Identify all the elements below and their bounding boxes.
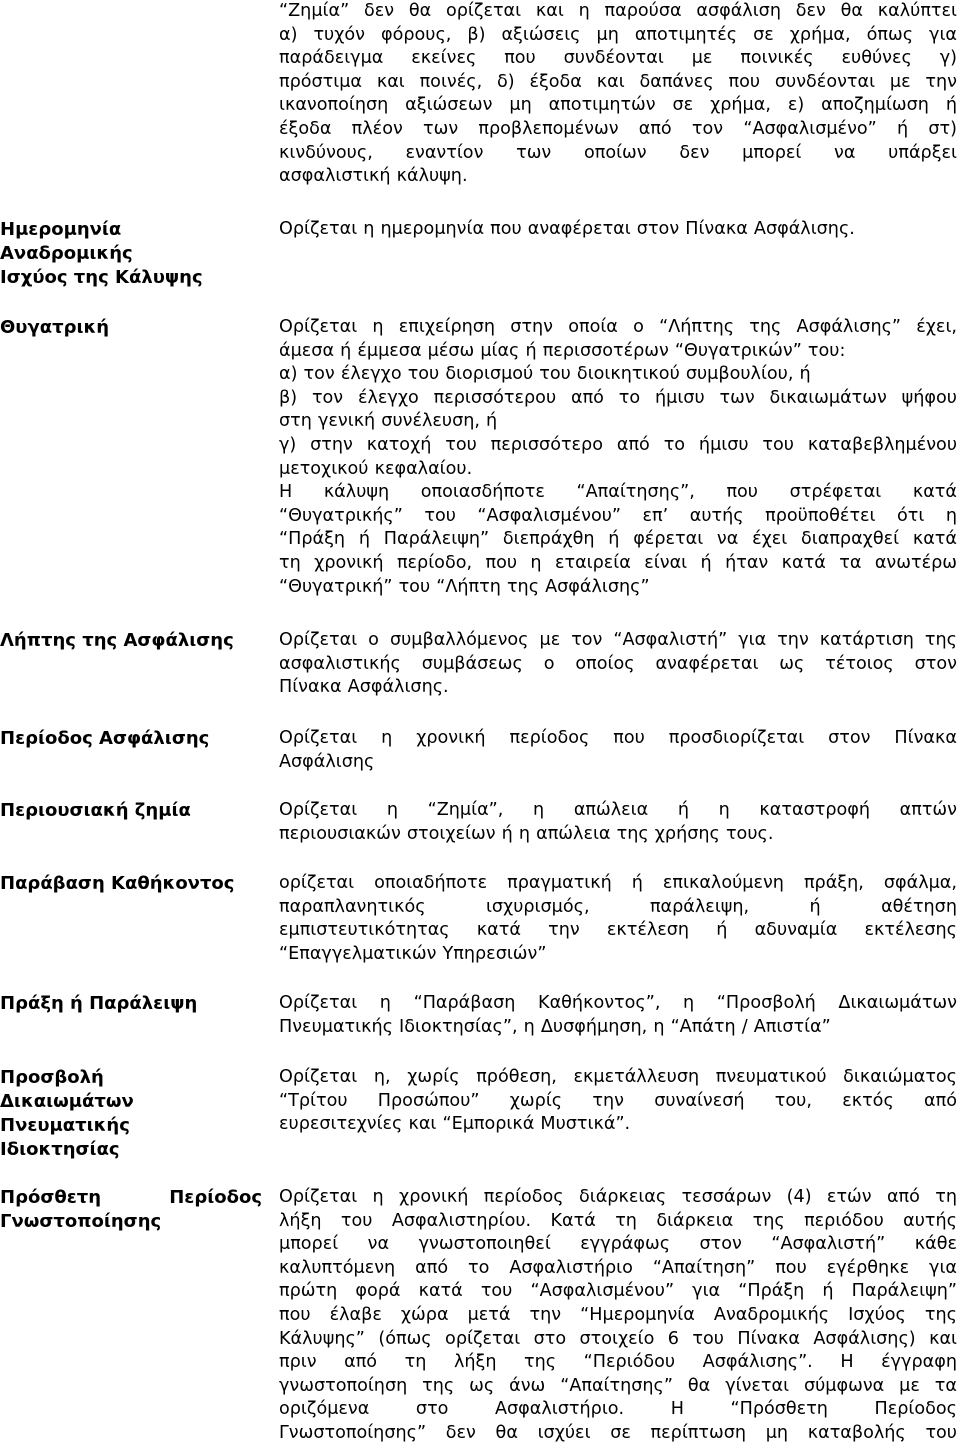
text-line: λήξη του Ασφαλιστηρίου. Κατά τη διάρκεια της περιόδου αυτής [279,1210,957,1231]
text-line: που έλαβε χώρα μετά την “Ημερομηνία Αναδρομικής Ισχύος της [279,1304,957,1325]
text-line: κινδύνους, εναντίον των οποίων δεν μπορεί να υπάρξει [279,142,957,163]
text-line: εμπιστευτικότητας κατά την εκτέλεση ή αδυναμία εκτέλεσης [279,920,957,941]
text-line: άμεσα ή έμμεσα μέσω μίας ή περισσοτέρων “Θυγατρικών” του: [279,340,846,361]
text-line: Ορίζεται η χρονική περίοδος που προσδιορίζεται στον Πίνακα [279,728,957,748]
term-line: Πράξη ή Παράλειψη [0,993,198,1014]
text-line: τη χρονική περίοδο, που η εταιρεία είναι ή ήταν κατά τα ανωτέρω [279,552,957,573]
text-line: μπορεί να γνωστοποιηθεί εγγράφως στον “Ασφαλιστή” κάθε [279,1234,957,1255]
text-line: “Τρίτου Προσώπου” χωρίς την συναίνεσή του, εκτός από [279,1090,957,1111]
definition-text [279,992,957,1039]
definition-term [0,727,262,751]
text-line: οριζόμενα στο Ασφαλιστήριο. Η “Πρόσθετη Περίοδος [279,1399,957,1420]
text-line: Η κάλυψη οποιασδήποτε “Απαίτησης”, που στρέφεται κατά [279,482,957,503]
definition-term [0,872,262,896]
term-line: Πνευματικής [0,1115,130,1136]
text-line: πριν από τη λήξη της “Περιόδου Ασφάλισης”. Η έγγραφη [279,1352,957,1373]
term-line: Προσβολή [0,1067,104,1088]
text-line: Ορίζεται η “Ζημία”, η απώλεια ή η καταστροφή απτών [279,800,957,820]
text-line: “Επαγγελματικών Υπηρεσιών” [279,943,547,964]
text-line: “Ζημία” δεν θα ορίζεται και η παρούσα ασφάλιση δεν θα καλύπτει [279,1,957,21]
text-line: “Πράξη ή Παράλειψη” διεπράχθη ή φέρεται να έχει διαπραχθεί κατά [279,529,957,550]
text-line: ορίζεται οποιαδήποτε πραγματική ή επικαλούμενη πράξη, σφάλμα, [279,873,957,893]
term-line: Παράβαση Καθήκοντος [0,873,235,894]
term-line: Δικαιωμάτων [0,1091,134,1112]
definition-text [279,629,957,700]
text-line: Ορίζεται η “Παράβαση Καθήκοντος”, η “Προσβολή Δικαιωμάτων [279,993,957,1013]
definition-term [0,1066,262,1162]
term-line: Περίοδος Ασφάλισης [0,728,210,749]
definition-term [0,799,262,823]
text-line: Πίνακα Ασφάλισης. [279,677,449,698]
term-line: Πρόσθετη Περίοδος [0,1187,262,1208]
definition-text [279,1186,957,1446]
text-line: Κάλυψης” (όπως ορίζεται στο στοιχείο 6 του Πίνακα Ασφάλισης) και [279,1328,957,1349]
text-line: γ) στην κατοχή του περισσότερο από το ήμισυ του καταβεβλημένου [279,434,957,455]
term-line: Γνωστοποίησης [0,1211,162,1232]
text-line: Πνευματικής Ιδιοκτησίας”, η Δυσφήμηση, η “Απάτη / Απιστία” [279,1016,831,1037]
text-line: α) τυχόν φόρους, β) αξιώσεις μη αποτιμητές σε χρήμα, όπως για [279,24,957,45]
text-line: Ασφάλισης [279,751,375,772]
text-line: γνωστοποίηση της ως άνω “Απαίτησης” θα γίνεται σύμφωνα με τα [279,1375,957,1396]
definition-text [279,316,957,599]
text-line: ευρεσιτεχνίες και “Εμπορικά Μυστικά”. [279,1114,631,1135]
text-line: ασφαλιστική κάλυψη. [279,166,468,187]
definition-term [0,992,262,1016]
text-line: Ορίζεται ο συμβαλλόμενος με τον “Ασφαλιστή” για την κατάρτιση της [279,630,957,650]
text-line: α) τον έλεγχο του διορισμού του διοικητικού συμβουλίου, ή [279,364,811,385]
text-line: Ορίζεται η, χωρίς πρόθεση, εκμετάλλευση πνευματικού δικαιώματος [279,1067,957,1087]
definition-term [0,316,262,340]
text-line: πρόστιμα και ποινές, δ) έξοδα και δαπάνες που συνδέονται με την [279,71,957,92]
definition-text [279,218,957,242]
text-line: “Θυγατρική” του “Λήπτη της Ασφάλισης” [279,576,650,597]
text-line: έξοδα πλέον των προβλεπομένων από τον “Ασφαλισμένο” ή στ) [279,118,957,139]
text-line: καλυπτόμενη από το Ασφαλιστήριο “Απαίτηση” που εγέρθηκε για [279,1257,957,1278]
text-line: β) τον έλεγχο περισσότερου από το ήμισυ των δικαιωμάτων ψήφου [279,387,957,408]
definition-term [0,1186,262,1234]
term-line: Ισχύος της Κάλυψης [0,267,203,288]
definition-text [279,727,957,774]
text-line: ικανοποίηση αξιώσεων μη αποτιμητών σε χρήμα, ε) αποζημίωση ή [279,95,957,116]
text-line: “Θυγατρικής” του “Ασφαλισμένου” επ’ αυτής προϋποθέτει ότι η [279,505,957,526]
term-line: Ιδιοκτησίας [0,1139,120,1160]
text-line: στη γενική συνέλευση, ή [279,411,498,432]
term-line: Λήπτης της Ασφάλισης [0,630,234,651]
term-line: Αναδρομικής [0,243,133,264]
definition-text [279,1066,957,1137]
term-line: Περιουσιακή ζημία [0,800,191,821]
definition-term [0,629,262,653]
text-line: περιουσιακών στοιχείων ή η απώλεια της χρήσης τους. [279,823,774,844]
term-line: Ημερομηνία [0,219,122,240]
definition-text [279,872,957,966]
text-line: Ορίζεται η επιχείρηση στην οποία ο “Λήπτης της Ασφάλισης” έχει, [279,317,957,337]
text-line: Ορίζεται η χρονική περίοδος διάρκειας τεσσάρων (4) ετών από τη [279,1187,957,1207]
text-line: μετοχικού κεφαλαίου. [279,458,473,479]
text-line: πρώτη φορά κατά του “Ασφαλισμένου” για “Πράξη ή Παράλειψη” [279,1281,957,1302]
term-line: Θυγατρική [0,317,110,338]
definition-text [279,799,957,846]
text-line: παράδειγμα εκείνες που συνδέονται με ποινικές ευθύνες γ) [279,48,957,69]
definition-term [0,218,262,290]
text-line: παραπλανητικός ισχυρισμός, παράλειψη, ή αθέτηση [279,896,957,917]
text-line: Γνωστοποίησης” δεν θα ισχύει σε περίπτωση μη καταβολής του [279,1422,957,1443]
text-line: Ορίζεται η ημερομηνία που αναφέρεται στον Πίνακα Ασφάλισης. [279,219,855,239]
intro-paragraph [279,0,957,189]
text-line: ασφαλιστικής συμβάσεως ο οποίος αναφέρεται ως τέτοιος στον [279,653,957,674]
